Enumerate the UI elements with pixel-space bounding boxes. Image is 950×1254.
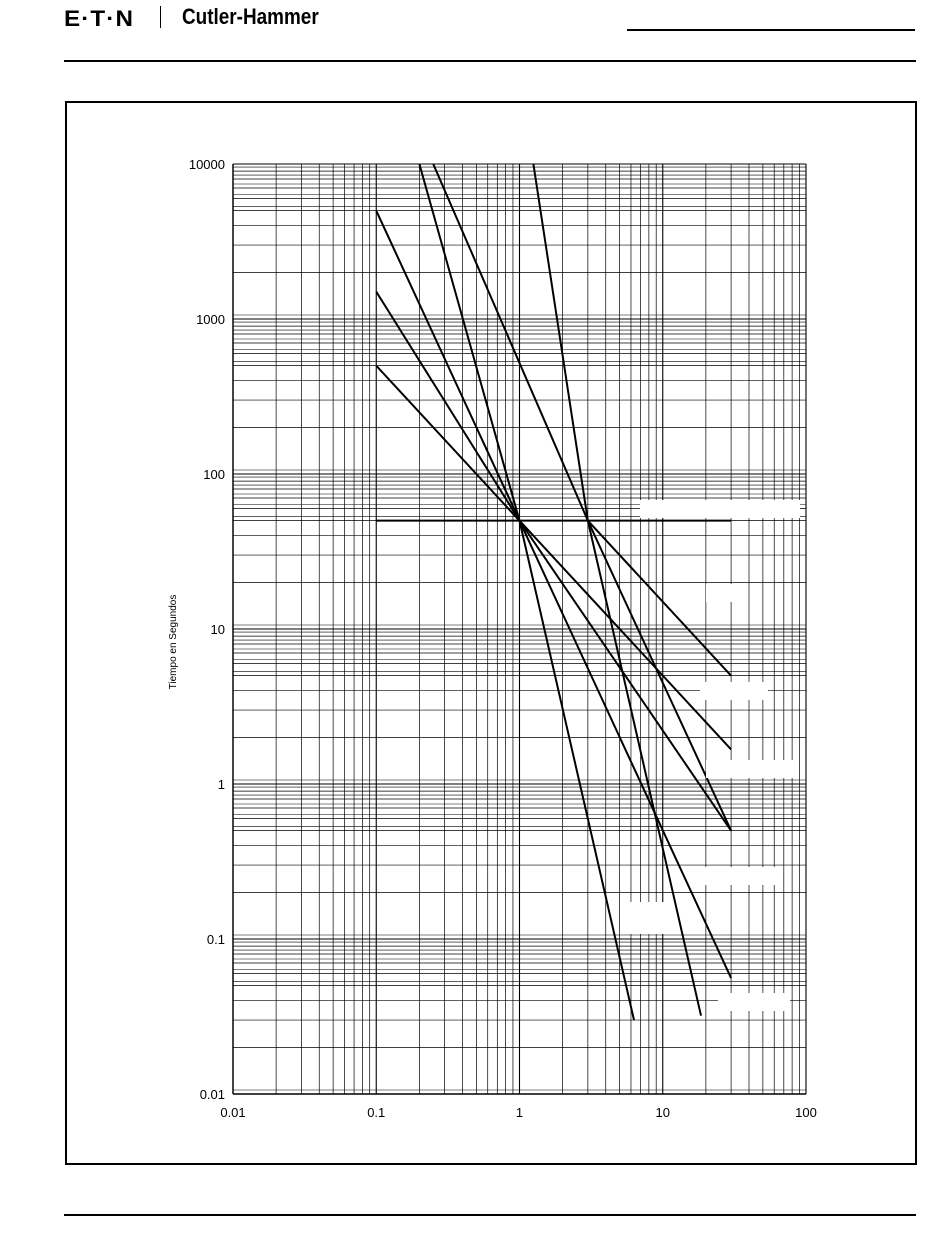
y-tick-label: 10 — [210, 622, 225, 637]
series-line-curve-1 — [376, 366, 731, 750]
series-line-curve-2 — [376, 292, 731, 831]
x-tick-label: 0.01 — [220, 1105, 246, 1120]
label-mask — [640, 500, 800, 518]
series-line-curve-6 — [533, 164, 731, 831]
x-tick-label: 100 — [795, 1105, 817, 1120]
y-tick-label: 1 — [217, 777, 225, 792]
x-tick-label: 0.1 — [367, 1105, 386, 1120]
label-mask — [622, 902, 672, 934]
cutler-hammer-logo: Cutler-Hammer — [182, 4, 319, 29]
y-tick-label: 100 — [203, 467, 225, 482]
label-mask — [718, 993, 790, 1011]
label-mask — [706, 760, 798, 778]
y-axis-label: Tiempo en Segundos — [168, 594, 179, 690]
y-tick-label: 10000 — [188, 157, 225, 172]
label-mask — [700, 682, 768, 700]
chart-series — [376, 164, 731, 1020]
label-mask — [706, 584, 734, 602]
footer-rule — [64, 1214, 916, 1216]
y-tick-label: 0.1 — [206, 932, 225, 947]
x-tick-label: 10 — [655, 1105, 670, 1120]
y-tick-label: 1000 — [196, 312, 225, 327]
x-tick-label: 1 — [515, 1105, 524, 1120]
series-line-curve-4 — [419, 164, 634, 1020]
label-mask — [705, 867, 781, 885]
y-tick-label: 0.01 — [199, 1087, 225, 1102]
eaton-logo: E·T·N — [64, 6, 135, 31]
